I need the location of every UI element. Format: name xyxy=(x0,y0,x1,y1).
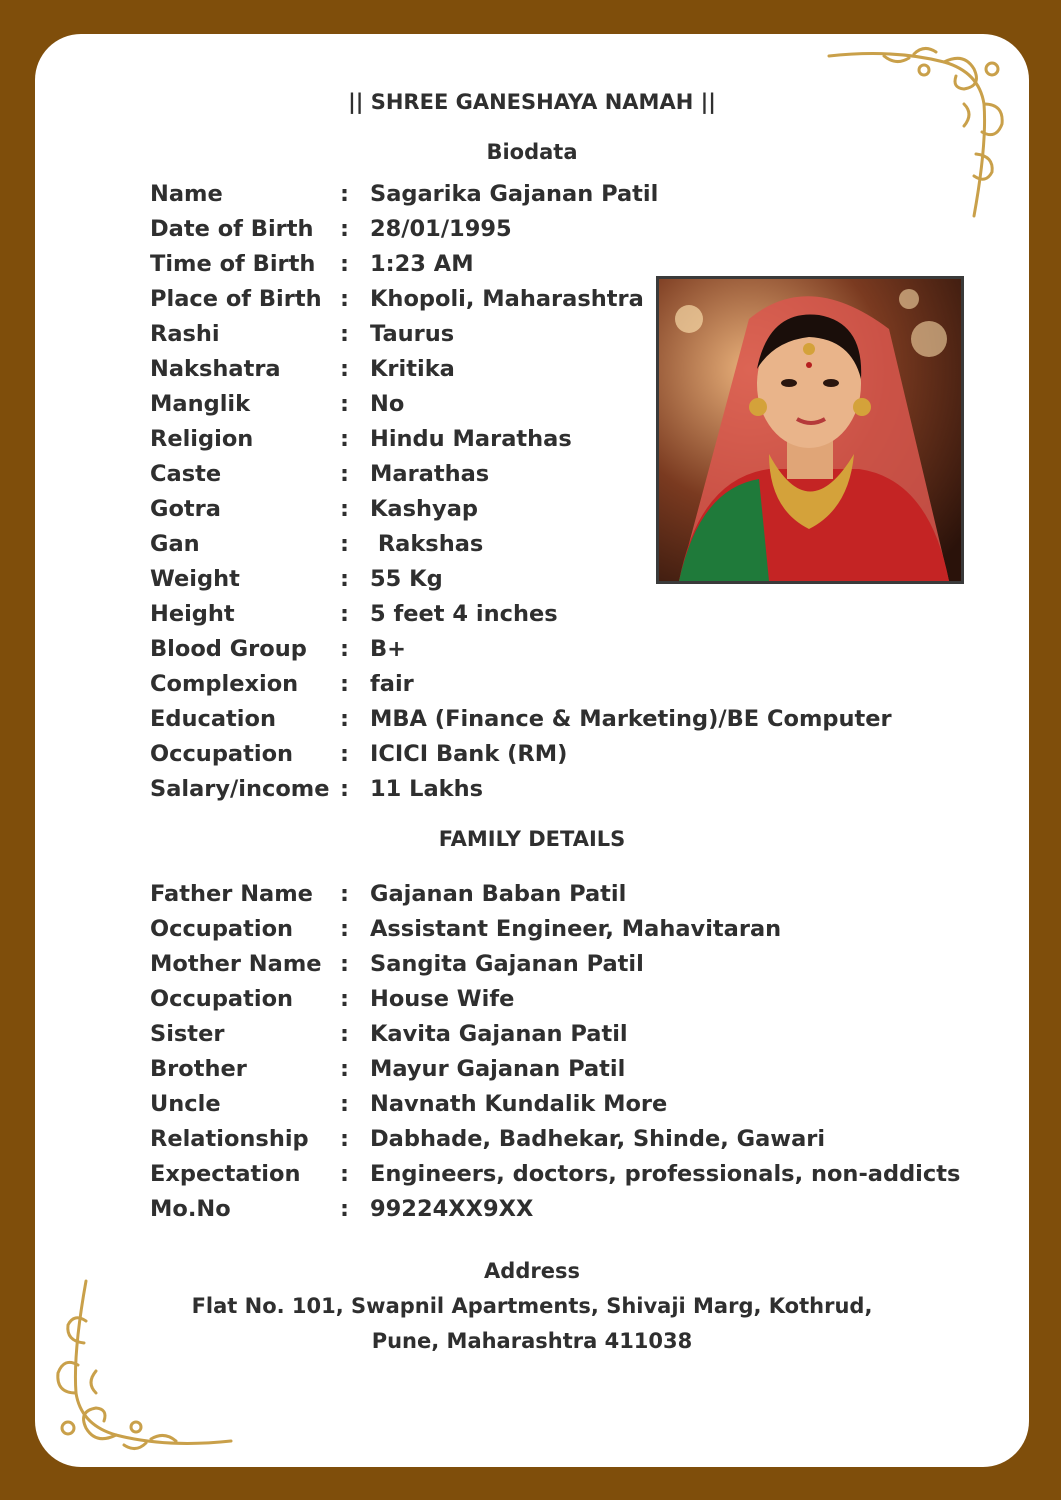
detail-row-father-occupation xyxy=(150,912,960,947)
separator: : xyxy=(340,181,349,207)
field-value: B+ xyxy=(370,636,407,662)
field-value: ICICI Bank (RM) xyxy=(370,741,568,767)
field-label: Salary/income xyxy=(150,776,330,802)
separator: : xyxy=(340,1091,349,1117)
detail-row-complexion xyxy=(150,667,892,702)
detail-row-name xyxy=(150,177,892,212)
address-heading: Address xyxy=(484,1259,580,1283)
field-value: fair xyxy=(370,671,414,697)
detail-row-salary xyxy=(150,772,892,807)
detail-row-education xyxy=(150,702,892,737)
field-label: Religion xyxy=(150,426,254,452)
separator: : xyxy=(340,1126,349,1152)
field-label: Uncle xyxy=(150,1091,221,1117)
detail-row-sister xyxy=(150,1017,960,1052)
field-label: Blood Group xyxy=(150,636,307,662)
field-label: Occupation xyxy=(150,916,294,942)
biodata-card xyxy=(35,34,1029,1467)
field-label: Rashi xyxy=(150,321,220,347)
separator: : xyxy=(340,286,349,312)
field-value: Dabhade, Badhekar, Shinde, Gawari xyxy=(370,1126,826,1152)
field-value: Mayur Gajanan Patil xyxy=(370,1056,626,1082)
field-label: Date of Birth xyxy=(150,216,314,242)
field-value: MBA (Finance & Marketing)/BE Computer xyxy=(370,706,892,732)
detail-row-dob xyxy=(150,212,892,247)
field-value: 5 feet 4 inches xyxy=(370,601,558,627)
bride-portrait-photo xyxy=(656,276,964,584)
field-value: Hindu Marathas xyxy=(370,426,572,452)
field-value: Kavita Gajanan Patil xyxy=(370,1021,628,1047)
separator: : xyxy=(340,426,349,452)
detail-row-brother xyxy=(150,1052,960,1087)
field-value: Navnath Kundalik More xyxy=(370,1091,668,1117)
separator: : xyxy=(340,951,349,977)
field-value: Sangita Gajanan Patil xyxy=(370,951,644,977)
separator: : xyxy=(340,216,349,242)
field-value: Taurus xyxy=(370,321,455,347)
separator: : xyxy=(340,321,349,347)
detail-row-uncle xyxy=(150,1087,960,1122)
field-label: Father Name xyxy=(150,881,313,907)
field-label: Sister xyxy=(150,1021,225,1047)
field-label: Complexion xyxy=(150,671,299,697)
field-label: Gan xyxy=(150,531,200,557)
field-value: Engineers, doctors, professionals, non-addicts xyxy=(370,1161,961,1187)
field-value: Rakshas xyxy=(370,531,484,557)
invocation-heading: || SHREE GANESHAYA NAMAH || xyxy=(348,90,716,114)
field-label: Relationship xyxy=(150,1126,309,1152)
field-value: 1:23 AM xyxy=(370,251,474,277)
field-value: 28/01/1995 xyxy=(370,216,512,242)
field-value: 55 Kg xyxy=(370,566,443,592)
separator: : xyxy=(340,741,349,767)
detail-row-blood-group xyxy=(150,632,892,667)
separator: : xyxy=(340,1056,349,1082)
separator: : xyxy=(340,671,349,697)
field-value: Kashyap xyxy=(370,496,478,522)
field-label: Time of Birth xyxy=(150,251,316,277)
detail-row-occupation xyxy=(150,737,892,772)
detail-row-mother-name xyxy=(150,947,960,982)
field-value: 99224XX9XX xyxy=(370,1196,534,1222)
separator: : xyxy=(340,1161,349,1187)
separator: : xyxy=(340,356,349,382)
field-label: Weight xyxy=(150,566,240,592)
detail-row-height xyxy=(150,597,892,632)
detail-row-mother-occupation xyxy=(150,982,960,1017)
field-label: Name xyxy=(150,181,223,207)
separator: : xyxy=(340,706,349,732)
field-value: 11 Lakhs xyxy=(370,776,484,802)
field-label: Place of Birth xyxy=(150,286,322,312)
separator: : xyxy=(340,1021,349,1047)
separator: : xyxy=(340,1196,349,1222)
separator: : xyxy=(340,601,349,627)
field-value: Assistant Engineer, Mahavitaran xyxy=(370,916,782,942)
detail-row-mobile xyxy=(150,1192,960,1227)
field-label: Height xyxy=(150,601,235,627)
field-value: Kritika xyxy=(370,356,455,382)
field-label: Occupation xyxy=(150,741,294,767)
field-value: House Wife xyxy=(370,986,515,1012)
separator: : xyxy=(340,881,349,907)
field-label: Nakshatra xyxy=(150,356,281,382)
field-value: Marathas xyxy=(370,461,490,487)
field-label: Education xyxy=(150,706,276,732)
separator: : xyxy=(340,496,349,522)
separator: : xyxy=(340,986,349,1012)
page-title: Biodata xyxy=(486,140,578,164)
separator: : xyxy=(340,916,349,942)
field-label: Mother Name xyxy=(150,951,322,977)
detail-row-relationship xyxy=(150,1122,960,1157)
field-label: Occupation xyxy=(150,986,294,1012)
family-details-list xyxy=(150,877,960,1227)
separator: : xyxy=(340,531,349,557)
field-label: Expectation xyxy=(150,1161,301,1187)
separator: : xyxy=(340,391,349,417)
separator: : xyxy=(340,461,349,487)
field-value: Khopoli, Maharashtra xyxy=(370,286,644,312)
detail-row-father-name xyxy=(150,877,960,912)
field-value: Sagarika Gajanan Patil xyxy=(370,181,659,207)
separator: : xyxy=(340,776,349,802)
separator: : xyxy=(340,636,349,662)
field-label: Gotra xyxy=(150,496,221,522)
field-label: Manglik xyxy=(150,391,251,417)
address-line-1: Flat No. 101, Swapnil Apartments, Shivaji Marg, Kothrud, xyxy=(191,1294,873,1318)
address-line-2: Pune, Maharashtra 411038 xyxy=(371,1329,693,1353)
field-label: Caste xyxy=(150,461,222,487)
family-details-heading: FAMILY DETAILS xyxy=(438,827,626,851)
field-label: Brother xyxy=(150,1056,247,1082)
field-value: Gajanan Baban Patil xyxy=(370,881,627,907)
separator: : xyxy=(340,566,349,592)
detail-row-expectation xyxy=(150,1157,960,1192)
separator: : xyxy=(340,251,349,277)
field-value: No xyxy=(370,391,405,417)
field-label: Mo.No xyxy=(150,1196,231,1222)
